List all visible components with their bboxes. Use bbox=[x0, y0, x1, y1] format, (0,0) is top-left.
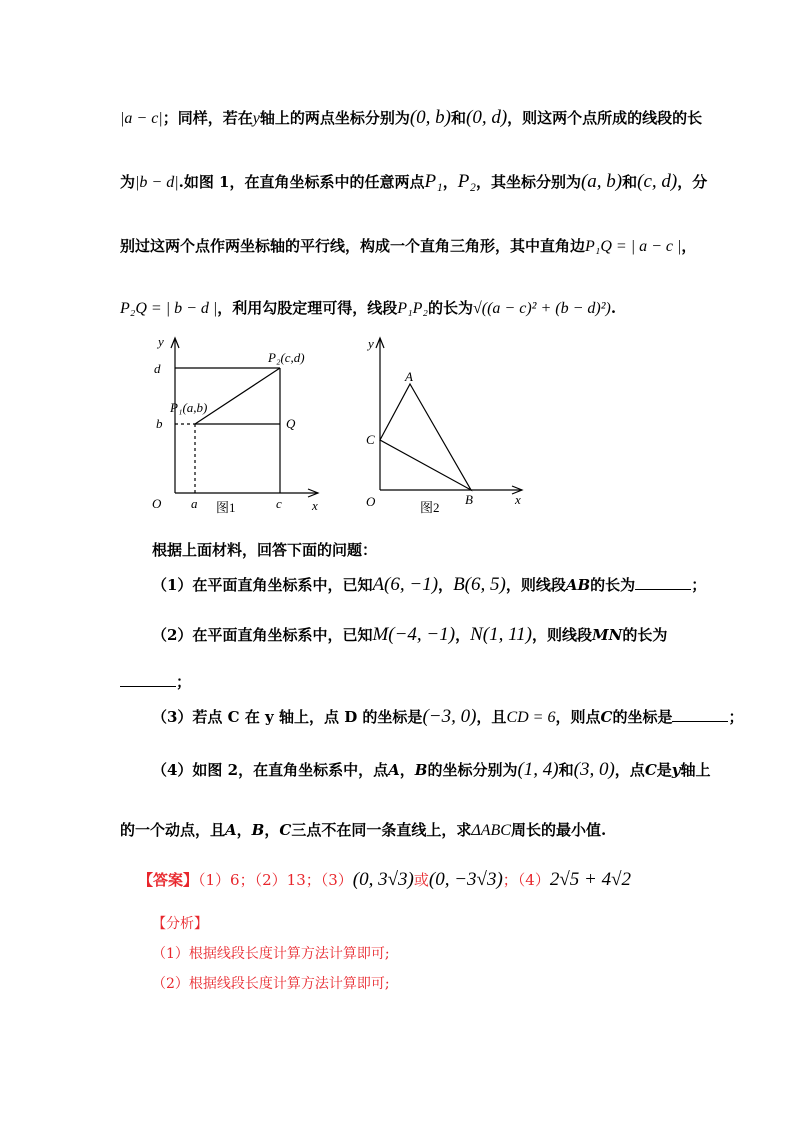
point-b-6-5: B(6, 5) bbox=[453, 574, 506, 595]
q2-text: ； bbox=[176, 673, 192, 691]
q4-text: ， bbox=[399, 761, 415, 779]
intro-text: .如图 1，在直角坐标系中的任意两点 bbox=[178, 173, 425, 191]
y-var: y bbox=[671, 761, 681, 779]
q4-text: ， bbox=[264, 821, 280, 839]
analysis-label: 【分析】 bbox=[152, 916, 208, 932]
intro-line-1 bbox=[120, 106, 720, 131]
q4-text: 的一个动点，且 bbox=[120, 821, 226, 839]
coord-c-d: (c, d) bbox=[637, 171, 678, 192]
q1-text: 的长为 bbox=[590, 576, 636, 594]
q1-text: ； bbox=[691, 576, 707, 594]
fig1-label-b: b bbox=[156, 416, 163, 431]
intro-line-3 bbox=[120, 234, 720, 259]
q4-text: 的坐标分别为 bbox=[427, 761, 518, 779]
fig2-caption: 图2 bbox=[420, 500, 440, 515]
question-2-blank-line bbox=[120, 670, 720, 694]
intro-text: ， bbox=[442, 173, 458, 191]
y-var: y bbox=[252, 110, 260, 127]
analysis-item-1: （1）根据线段长度计算方法计算即可; bbox=[152, 946, 390, 962]
intro-line-4 bbox=[120, 296, 720, 321]
coord-1-4: (1, 4) bbox=[517, 759, 559, 780]
fig1-label-y: y bbox=[158, 334, 164, 349]
q1-text: ， bbox=[438, 576, 454, 594]
q3-text: ，则点 bbox=[555, 708, 601, 726]
q2-text: （2）在平面直角坐标系中，已知 bbox=[152, 626, 373, 644]
distance-formula: √((a − c)² + (b − d)²) bbox=[472, 300, 611, 317]
q4-text: 是 bbox=[656, 761, 672, 779]
intro-text: ，则这两个点所成的线段的长 bbox=[507, 109, 703, 127]
intro-text: . bbox=[610, 299, 617, 317]
triangle-abc: ΔABC bbox=[471, 822, 511, 839]
intro-text: 为 bbox=[120, 173, 136, 191]
q3-text: （3）若点 C 在 y 轴上，点 D 的坐标是 bbox=[152, 708, 423, 726]
segment-ab: AB bbox=[565, 576, 591, 594]
lead-text: 根据上面材料，回答下面的问题： bbox=[152, 541, 378, 559]
fig1-label-p2: P₂(c,d) bbox=[268, 350, 305, 365]
analysis-item-2: （2）根据线段长度计算方法计算即可; bbox=[152, 976, 390, 992]
figure-1 bbox=[140, 328, 340, 520]
answer-text: （1）6；（2）13；（3） bbox=[198, 871, 353, 889]
fig1-label-o: O bbox=[152, 496, 162, 511]
segment-mn: MN bbox=[592, 626, 623, 644]
point-c-label: C bbox=[600, 708, 613, 726]
abs-b-minus-d: |b − d| bbox=[135, 174, 179, 191]
q3-text: 的坐标是 bbox=[612, 708, 673, 726]
point-n: N(1, 11) bbox=[470, 624, 533, 645]
intro-line-2 bbox=[120, 170, 720, 195]
point-b-label: B bbox=[251, 821, 265, 839]
answer-text: ；（4） bbox=[502, 871, 550, 889]
fig1-label-d: d bbox=[154, 361, 161, 376]
fig1-label-p1: P₁(a,b) bbox=[170, 400, 208, 415]
fig1-line-p1p2 bbox=[195, 368, 280, 424]
q4-text: ，点 bbox=[614, 761, 645, 779]
intro-text: 和 bbox=[622, 173, 638, 191]
q3-text: ，且 bbox=[476, 708, 507, 726]
fig1-label-x: x bbox=[312, 498, 318, 513]
q4-text: （4）如图 2，在直角坐标系中，点 bbox=[152, 761, 389, 779]
point-p2: P₂ bbox=[457, 171, 476, 192]
p2q-formula: P₂Q = | b − d | bbox=[120, 300, 218, 317]
point-a-label: A bbox=[388, 761, 400, 779]
question-3 bbox=[152, 705, 752, 730]
point-a-6-neg1: A(6, −1) bbox=[372, 574, 439, 595]
answer-text: 或 bbox=[413, 871, 429, 889]
p1q-formula: P₁Q = | a − c | bbox=[585, 238, 682, 255]
answer-min-perimeter: 2√5 + 4√2 bbox=[549, 869, 632, 890]
q4-text: 周长的最小值. bbox=[510, 821, 607, 839]
q2-text: ，则线段 bbox=[532, 626, 593, 644]
fig2-label-a: A bbox=[405, 369, 413, 384]
q2-text: 的长为 bbox=[622, 626, 668, 644]
fig2-label-c: C bbox=[366, 432, 375, 447]
answer-coord-neg: (0, −3√3) bbox=[428, 869, 503, 890]
point-c-label: C bbox=[644, 761, 657, 779]
intro-text: ，利用勾股定理可得，线段 bbox=[217, 299, 398, 317]
intro-text: ，其坐标分别为 bbox=[475, 173, 581, 191]
fig1-caption: 图1 bbox=[216, 500, 236, 515]
intro-text: ；同样，若在 bbox=[162, 109, 253, 127]
q3-answer-blank[interactable] bbox=[672, 705, 728, 722]
answer-label: 【答案】 bbox=[138, 871, 199, 889]
point-0-b: (0, b) bbox=[409, 107, 451, 128]
q4-text: 三点不在同一条直线上，求 bbox=[291, 821, 472, 839]
point-c-label: C bbox=[279, 821, 292, 839]
point-a-label: A bbox=[225, 821, 237, 839]
question-1 bbox=[152, 573, 752, 597]
q1-text: （1）在平面直角坐标系中，已知 bbox=[152, 576, 373, 594]
intro-text: 的长为 bbox=[427, 299, 473, 317]
point-0-d: (0, d) bbox=[466, 107, 508, 128]
intro-text: 轴上的两点坐标分别为 bbox=[259, 109, 410, 127]
point-b-label: B bbox=[414, 761, 428, 779]
cd-equals-6: CD = 6 bbox=[506, 709, 556, 726]
q4-text: 和 bbox=[558, 761, 574, 779]
coord-a-b: (a, b) bbox=[580, 171, 623, 192]
q3-text: ； bbox=[728, 708, 744, 726]
q2-answer-blank[interactable] bbox=[120, 670, 176, 687]
abs-a-minus-c: |a − c| bbox=[120, 110, 163, 127]
fig2-label-o: O bbox=[366, 494, 376, 509]
fig2-triangle-abc bbox=[380, 384, 471, 490]
q1-answer-blank[interactable] bbox=[635, 573, 691, 590]
segment-p1p2: P₁P₂ bbox=[397, 300, 428, 317]
question-4-line-2 bbox=[120, 818, 720, 843]
q4-text: ， bbox=[236, 821, 252, 839]
q1-text: ，则线段 bbox=[505, 576, 566, 594]
intro-text: 和 bbox=[451, 109, 467, 127]
intro-text: 别过这两个点作两坐标轴的平行线，构成一个直角三角形，其中直角边 bbox=[120, 237, 586, 255]
fig1-label-a: a bbox=[191, 496, 198, 511]
fig2-label-y: y bbox=[368, 336, 374, 351]
intro-text: ， bbox=[681, 237, 697, 255]
answer-line bbox=[138, 868, 738, 892]
point-p1: P₁ bbox=[424, 171, 443, 192]
point-m: M(−4, −1) bbox=[372, 624, 456, 645]
fig1-label-c: c bbox=[276, 496, 282, 511]
fig2-label-x: x bbox=[515, 492, 521, 507]
question-4 bbox=[152, 758, 752, 782]
q4-text: 轴上 bbox=[680, 761, 711, 779]
point-d: (−3, 0) bbox=[422, 706, 477, 727]
question-2 bbox=[152, 623, 752, 647]
q2-text: ， bbox=[455, 626, 471, 644]
figure-2 bbox=[352, 328, 542, 520]
coord-3-0: (3, 0) bbox=[573, 759, 615, 780]
intro-text: ，分 bbox=[677, 173, 708, 191]
answer-coord-pos: (0, 3√3) bbox=[352, 869, 414, 890]
fig2-label-b: B bbox=[465, 492, 473, 507]
fig1-label-q: Q bbox=[286, 416, 296, 431]
